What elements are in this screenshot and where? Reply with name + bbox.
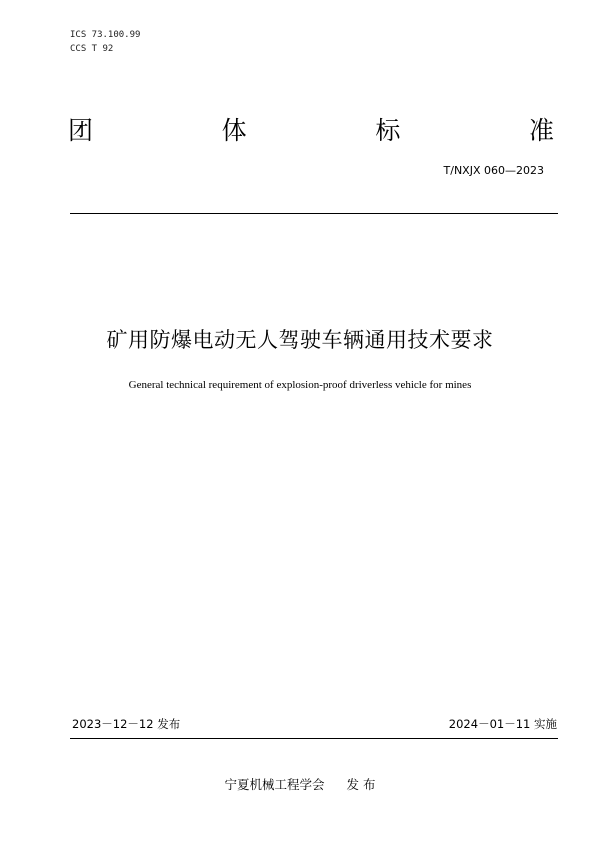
document-title-english: General technical requirement of explosion-proof driverless vehicle for mines (128, 379, 472, 391)
standard-type-heading (68, 116, 554, 146)
top-divider (70, 213, 558, 214)
publisher-line (0, 777, 600, 793)
standard-number: T/NXJX 060—2023 (443, 164, 544, 177)
ccs-code: CCS T 92 (70, 44, 114, 54)
standard-type-char-1: 团 (68, 116, 94, 145)
document-title-chinese: 矿用防爆电动无人驾驶车辆通用技术要求 (106, 328, 494, 352)
classification-codes (70, 28, 140, 56)
bottom-divider (70, 738, 558, 739)
issue-date: 2023－12－12 发布 (72, 717, 181, 731)
publisher-action: 发 布 (346, 777, 376, 792)
publisher-name: 宁夏机械工程学会 (224, 777, 325, 792)
standard-type-char-2: 体 (221, 116, 247, 145)
standard-type-char-3: 标 (375, 116, 401, 145)
implementation-date: 2024－01－11 实施 (448, 717, 557, 731)
standard-type-char-4: 准 (528, 116, 554, 145)
ics-code: ICS 73.100.99 (70, 30, 141, 40)
